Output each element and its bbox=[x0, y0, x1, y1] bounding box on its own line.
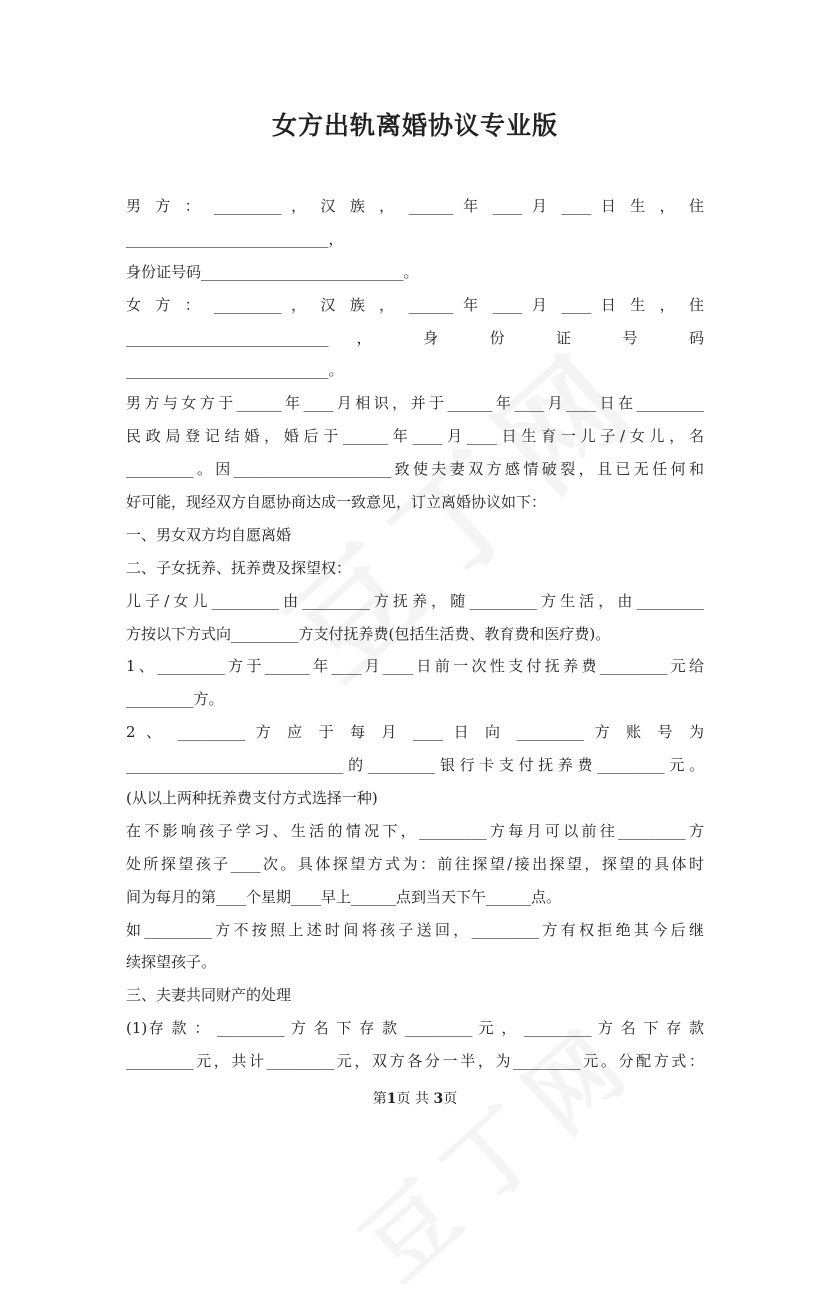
text-line: 三、夫妻共同财产的处理 bbox=[126, 986, 292, 1005]
text-line: (1)存 款 ： _________ 方 名 下 存 款 _________ 元 ， _________ 方 名 下 存 款 bbox=[126, 1019, 704, 1038]
text-line: (从以上两种抚养费支付方式选择一种) bbox=[126, 789, 378, 808]
text-line: 女 方 ： _________ ， 汉 族 ， ______ 年 ____ 月 ____ 日 生 ， 住 bbox=[126, 295, 704, 314]
text-line: 儿子/女儿_________由_________方抚养，随_________方生活，由_________ bbox=[126, 591, 704, 610]
text-line: _________方。 bbox=[126, 690, 224, 709]
text-line: _____________________________的_________银行卡支付抚养费_________元。 bbox=[126, 756, 704, 775]
text-line: 2 、 _________ 方 应 于 每 月 ____ 日 向 _________ 方 账 号 为 bbox=[126, 723, 704, 742]
text-line: 一、男女双方均自愿离婚 bbox=[126, 525, 292, 544]
text-line: ___________________________， bbox=[126, 229, 344, 248]
text-line: 男 方 ： _________ ， 汉 族 ， ______ 年 ____ 月 ____ 日 生 ， 住 bbox=[126, 197, 704, 215]
text-line: 间为每月的第____个星期____早上______点到当天下午______点。 bbox=[126, 887, 562, 906]
text-line: ___________________________。 bbox=[126, 361, 344, 380]
text-line: 如_________方不按照上述时间将孩子送回，_________方有权拒绝其今后继 bbox=[126, 920, 704, 939]
text-line: _________元，共计_________元，双方各分一半，为_________元。分配方式： bbox=[126, 1052, 704, 1071]
text-line: _________。因_____________________致使夫妻双方感情破裂，且已无任何和 bbox=[126, 460, 704, 479]
page-number bbox=[0, 1088, 830, 1108]
text-line: ___________________________ ， 身 份 证 号 码 bbox=[126, 328, 704, 347]
page-prefix: 第 bbox=[372, 1091, 387, 1107]
page-suffix: 页 bbox=[443, 1091, 458, 1107]
document-title: 女方出轨离婚协议专业版 bbox=[271, 111, 558, 140]
text-line: 处所探望孩子____次。具体探望方式为：前往探望/接出探望，探望的具体时 bbox=[126, 854, 704, 873]
page-current: 1 bbox=[386, 1091, 397, 1107]
text-line: 民政局登记结婚，婚后于______年____月____日生育一儿子/女儿，名 bbox=[126, 427, 704, 446]
page-total: 3 bbox=[433, 1091, 444, 1107]
page-mid: 页 共 bbox=[396, 1091, 434, 1107]
document-body bbox=[126, 190, 704, 1078]
text-line: 方按以下方式向_________方支付抚养费(包括生活费、教育费和医疗费)。 bbox=[126, 624, 611, 643]
text-line: 在不影响孩子学习、生活的情况下，_________方每月可以前往_________方 bbox=[126, 821, 704, 840]
text-line: 好可能，现经双方自愿协商达成一致意见，订立离婚协议如下： bbox=[126, 493, 547, 512]
text-line: 身份证号码___________________________。 bbox=[126, 262, 419, 281]
text-line: 1、_________方于______年____月____日前一次性支付抚养费_________元给 bbox=[126, 657, 704, 676]
text-line: 续探望孩子。 bbox=[126, 953, 217, 972]
text-line: 二、子女抚养、抚养费及探望权： bbox=[126, 558, 352, 577]
text-line: 男方与女方于______年____月相识，并于______年____月____日在_________ bbox=[126, 394, 704, 413]
